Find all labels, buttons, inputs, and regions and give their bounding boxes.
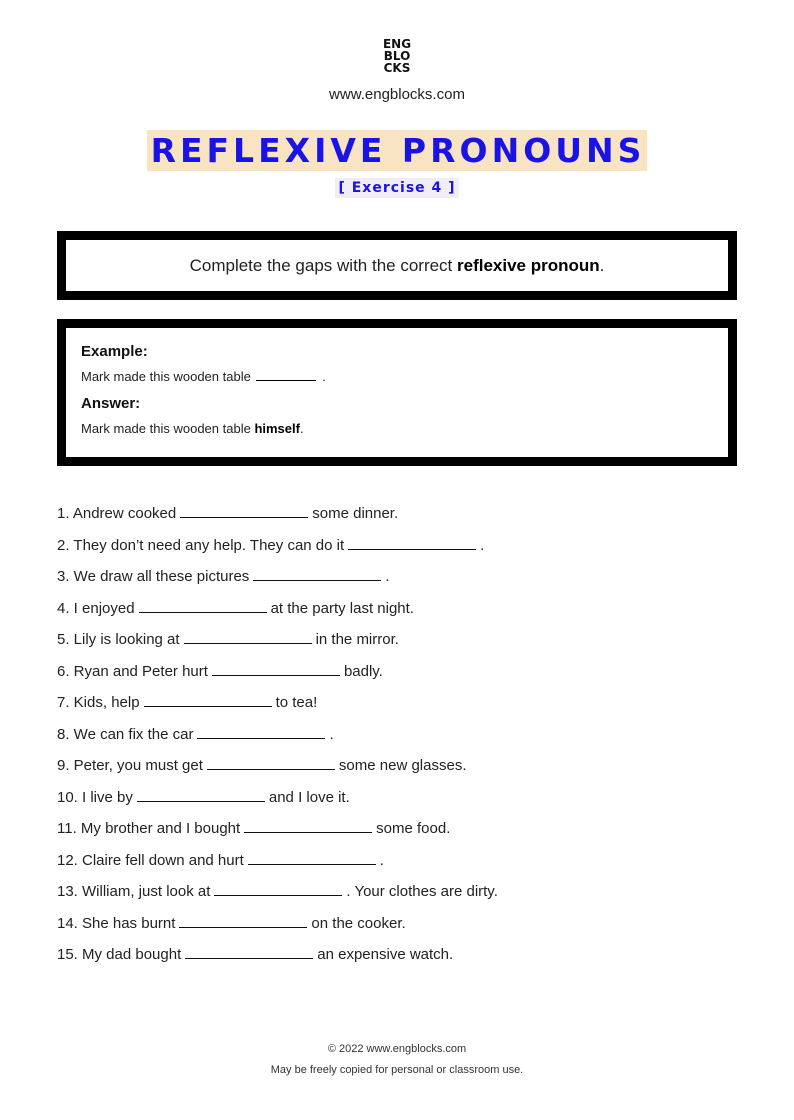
answer-sentence — [81, 420, 713, 437]
instruction-box — [57, 231, 737, 300]
item-after: . Your clothes are dirty. — [346, 883, 498, 900]
answer-blank[interactable] — [144, 692, 272, 707]
item-before: 10. I live by — [57, 788, 133, 806]
item-after: badly. — [343, 662, 383, 680]
item-after: . — [379, 851, 384, 869]
instruction-end: . — [599, 256, 605, 275]
exercise-item — [57, 943, 757, 975]
item-before: 11. My brother and I bought — [57, 820, 241, 837]
answer-blank[interactable] — [197, 724, 325, 739]
exercise-item — [57, 723, 757, 755]
item-after: at the party last night. — [270, 599, 414, 617]
item-after: . — [329, 725, 334, 743]
example-blank — [256, 368, 316, 381]
item-after: in the mirror. — [315, 631, 399, 648]
item-before: 6. Ryan and Peter hurt — [57, 662, 208, 680]
item-before: 2. They don’t need any help. They can do it — [57, 536, 345, 554]
item-after: some food. — [376, 820, 451, 837]
answer-label: Answer: — [81, 395, 141, 412]
engblocks-logo — [0, 38, 794, 74]
logo-line-3: CKS — [383, 61, 411, 75]
exercise-item — [57, 502, 757, 534]
item-after: some dinner. — [312, 505, 399, 522]
footer-copyright: © 2022 www.engblocks.com — [327, 1043, 467, 1055]
answer-blank[interactable] — [207, 755, 335, 770]
logo-line-1: ENG — [382, 37, 412, 51]
answer-text: Mark made this wooden table — [81, 421, 255, 436]
answer-bold: himself — [254, 421, 300, 436]
exercise-item — [57, 754, 757, 786]
answer-blank[interactable] — [212, 661, 340, 676]
exercise-item — [57, 565, 757, 597]
answer-blank[interactable] — [248, 850, 376, 865]
answer-blank[interactable] — [185, 944, 313, 959]
answer-blank[interactable] — [180, 503, 308, 518]
example-text: Mark made this wooden table — [81, 369, 251, 384]
answer-blank[interactable] — [214, 881, 342, 896]
exercise-item — [57, 880, 757, 912]
item-before: 7. Kids, help — [57, 694, 140, 711]
answer-end: . — [299, 421, 304, 436]
exercise-item — [57, 628, 757, 660]
exercise-item — [57, 597, 757, 629]
item-before: 9. Peter, you must get — [57, 757, 203, 774]
item-before: 13. William, just look at — [57, 883, 211, 900]
exercise-item — [57, 691, 757, 723]
item-after: some new glasses. — [338, 757, 467, 774]
item-after: to tea! — [275, 694, 318, 711]
item-before: 3. We draw all these pictures — [57, 568, 250, 585]
exercise-subtitle: [ Exercise 4 ] — [335, 178, 458, 198]
exercise-item — [57, 534, 757, 566]
title-wrap — [0, 130, 794, 171]
answer-blank[interactable] — [244, 818, 372, 833]
exercise-item — [57, 660, 757, 692]
item-before: 15. My dad bought — [57, 946, 182, 963]
exercise-item — [57, 849, 757, 881]
footer-note: May be freely copied for personal or classroom use. — [270, 1064, 524, 1076]
answer-blank[interactable] — [253, 566, 381, 581]
example-box — [57, 319, 737, 466]
instruction-text: Complete the gaps with the correct — [189, 256, 458, 275]
item-after: . — [385, 568, 390, 585]
exercise-item — [57, 817, 757, 849]
item-after: . — [480, 536, 485, 554]
item-after: an expensive watch. — [317, 946, 454, 963]
logo-line-2: BLO — [383, 49, 411, 63]
item-after: on the cooker. — [311, 914, 406, 932]
answer-blank[interactable] — [179, 913, 307, 928]
answer-blank[interactable] — [137, 787, 265, 802]
subtitle-wrap — [0, 178, 794, 198]
exercise-item — [57, 912, 757, 944]
item-after: and I love it. — [268, 788, 350, 806]
item-before: 12. Claire fell down and hurt — [57, 851, 244, 869]
exercise-item — [57, 786, 757, 818]
item-before: 14. She has burnt — [57, 914, 176, 932]
item-before: 1. Andrew cooked — [57, 505, 177, 522]
exercise-list — [57, 502, 757, 975]
answer-blank[interactable] — [139, 598, 267, 613]
instruction-bold: reflexive pronoun — [457, 256, 600, 275]
answer-blank[interactable] — [348, 535, 476, 550]
item-before: 4. I enjoyed — [57, 599, 135, 617]
example-end: . — [322, 369, 326, 384]
answer-blank[interactable] — [184, 629, 312, 644]
example-label: Example: — [81, 343, 148, 360]
item-before: 8. We can fix the car — [57, 725, 194, 743]
site-url: www.engblocks.com — [329, 86, 465, 103]
example-sentence — [81, 368, 713, 385]
item-before: 5. Lily is looking at — [57, 631, 180, 648]
page-title: REFLEXIVE PRONOUNS — [147, 130, 648, 171]
